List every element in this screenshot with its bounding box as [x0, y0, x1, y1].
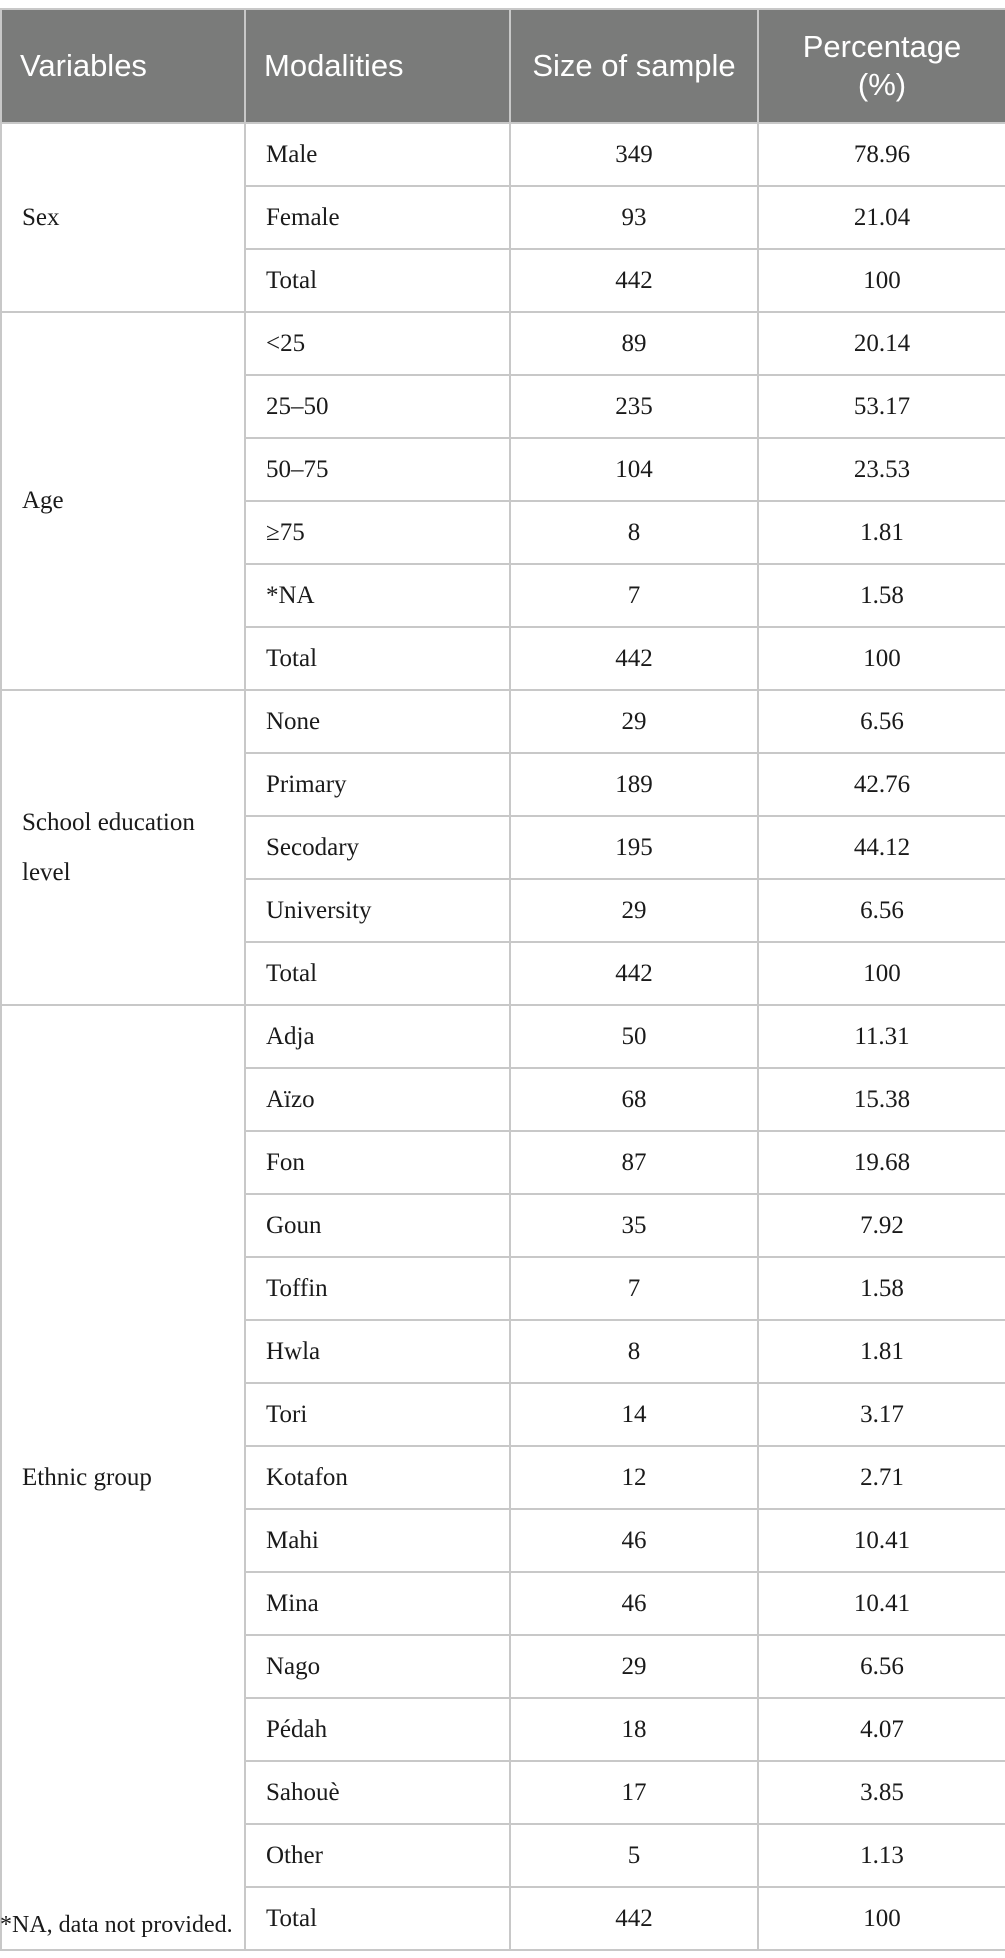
size-cell: 14 [510, 1383, 758, 1446]
size-cell: 29 [510, 879, 758, 942]
header-variables: Variables [1, 9, 245, 123]
size-cell: 442 [510, 1887, 758, 1950]
size-cell: 29 [510, 690, 758, 753]
size-cell: 12 [510, 1446, 758, 1509]
percentage-cell: 1.58 [758, 1257, 1005, 1320]
modality-cell: Adja [245, 1005, 510, 1068]
modality-cell: Kotafon [245, 1446, 510, 1509]
percentage-cell: 1.81 [758, 501, 1005, 564]
percentage-cell: 10.41 [758, 1509, 1005, 1572]
percentage-cell: 44.12 [758, 816, 1005, 879]
modality-cell: Total [245, 942, 510, 1005]
percentage-cell: 78.96 [758, 123, 1005, 186]
size-cell: 93 [510, 186, 758, 249]
size-cell: 68 [510, 1068, 758, 1131]
size-cell: 195 [510, 816, 758, 879]
percentage-cell: 100 [758, 249, 1005, 312]
percentage-cell: 19.68 [758, 1131, 1005, 1194]
size-cell: 46 [510, 1572, 758, 1635]
percentage-cell: 15.38 [758, 1068, 1005, 1131]
modality-cell: Goun [245, 1194, 510, 1257]
data-table-container [0, 8, 1005, 1951]
size-cell: 7 [510, 1257, 758, 1320]
size-cell: 35 [510, 1194, 758, 1257]
modality-cell: Total [245, 249, 510, 312]
modality-cell: Nago [245, 1635, 510, 1698]
variable-cell: School education level [1, 690, 245, 1005]
percentage-cell: 3.17 [758, 1383, 1005, 1446]
modality-cell: Mahi [245, 1509, 510, 1572]
modality-cell: Tori [245, 1383, 510, 1446]
modality-cell: <25 [245, 312, 510, 375]
table-body [1, 123, 1005, 1950]
modality-cell: Other [245, 1824, 510, 1887]
size-cell: 442 [510, 942, 758, 1005]
percentage-cell: 2.71 [758, 1446, 1005, 1509]
percentage-cell: 6.56 [758, 1635, 1005, 1698]
table-row [1, 312, 1005, 375]
size-cell: 17 [510, 1761, 758, 1824]
percentage-cell: 1.13 [758, 1824, 1005, 1887]
size-cell: 5 [510, 1824, 758, 1887]
percentage-cell: 100 [758, 1887, 1005, 1950]
percentage-cell: 4.07 [758, 1698, 1005, 1761]
modality-cell: Secodary [245, 816, 510, 879]
header-modalities: Modalities [245, 9, 510, 123]
modality-cell: None [245, 690, 510, 753]
modality-cell: Hwla [245, 1320, 510, 1383]
percentage-cell: 100 [758, 942, 1005, 1005]
size-cell: 104 [510, 438, 758, 501]
modality-cell: ≥75 [245, 501, 510, 564]
size-cell: 8 [510, 1320, 758, 1383]
percentage-cell: 42.76 [758, 753, 1005, 816]
modality-cell: Fon [245, 1131, 510, 1194]
modality-cell: 25–50 [245, 375, 510, 438]
table-footnote: *NA, data not provided. [0, 1912, 233, 1938]
size-cell: 442 [510, 627, 758, 690]
header-size-of-sample: Size of sample [510, 9, 758, 123]
demographics-table [0, 8, 1005, 1951]
size-cell: 18 [510, 1698, 758, 1761]
header-percentage: Percentage (%) [758, 9, 1005, 123]
table-header [1, 9, 1005, 123]
modality-cell: Toffin [245, 1257, 510, 1320]
size-cell: 189 [510, 753, 758, 816]
modality-cell: 50–75 [245, 438, 510, 501]
percentage-cell: 7.92 [758, 1194, 1005, 1257]
percentage-cell: 1.81 [758, 1320, 1005, 1383]
modality-cell: Pédah [245, 1698, 510, 1761]
table-row [1, 123, 1005, 186]
percentage-cell: 3.85 [758, 1761, 1005, 1824]
percentage-cell: 1.58 [758, 564, 1005, 627]
header-row [1, 9, 1005, 123]
percentage-cell: 10.41 [758, 1572, 1005, 1635]
table-row [1, 690, 1005, 753]
size-cell: 8 [510, 501, 758, 564]
variable-cell: Age [1, 312, 245, 690]
size-cell: 46 [510, 1509, 758, 1572]
modality-cell: Male [245, 123, 510, 186]
percentage-cell: 21.04 [758, 186, 1005, 249]
modality-cell: Total [245, 1887, 510, 1950]
percentage-cell: 6.56 [758, 879, 1005, 942]
percentage-cell: 23.53 [758, 438, 1005, 501]
percentage-cell: 6.56 [758, 690, 1005, 753]
percentage-cell: 20.14 [758, 312, 1005, 375]
percentage-cell: 11.31 [758, 1005, 1005, 1068]
size-cell: 87 [510, 1131, 758, 1194]
modality-cell: Mina [245, 1572, 510, 1635]
percentage-cell: 53.17 [758, 375, 1005, 438]
modality-cell: Female [245, 186, 510, 249]
variable-cell: Ethnic group [1, 1005, 245, 1950]
variable-cell: Sex [1, 123, 245, 312]
size-cell: 29 [510, 1635, 758, 1698]
table-row [1, 1005, 1005, 1068]
size-cell: 442 [510, 249, 758, 312]
modality-cell: Aïzo [245, 1068, 510, 1131]
size-cell: 235 [510, 375, 758, 438]
modality-cell: Primary [245, 753, 510, 816]
modality-cell: University [245, 879, 510, 942]
modality-cell: Sahouè [245, 1761, 510, 1824]
percentage-cell: 100 [758, 627, 1005, 690]
size-cell: 349 [510, 123, 758, 186]
modality-cell: *NA [245, 564, 510, 627]
size-cell: 50 [510, 1005, 758, 1068]
size-cell: 89 [510, 312, 758, 375]
size-cell: 7 [510, 564, 758, 627]
modality-cell: Total [245, 627, 510, 690]
